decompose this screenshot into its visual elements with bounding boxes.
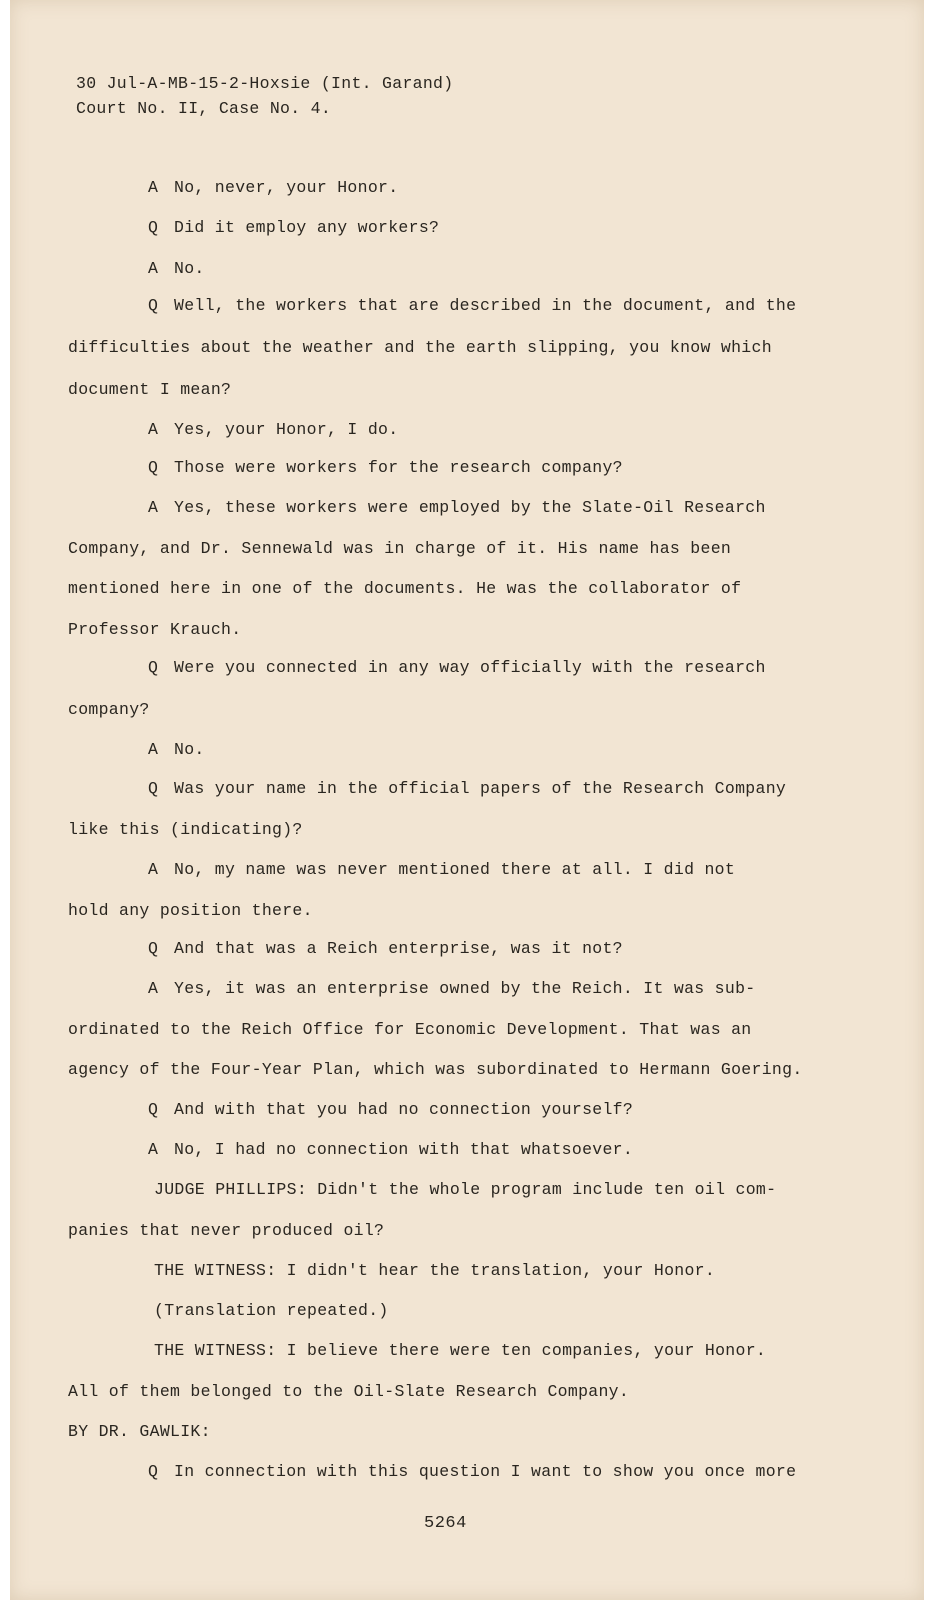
transcript-line: Q Did it employ any workers? [148,218,440,237]
transcript-line: A No. [148,740,205,759]
transcript-line: All of them belonged to the Oil-Slate Research Company. [68,1382,630,1401]
speaker-line: JUDGE PHILLIPS: Didn't the whole program include ten oil com- [154,1180,777,1199]
transcript-line: mentioned here in one of the documents. He was the collaborator of [68,579,742,598]
page-number: 5264 [424,1514,467,1533]
transcript-line: Q Was your name in the official papers of the Research Company [148,779,787,798]
transcript-line: A Yes, these workers were employed by the Slate-Oil Research [148,498,766,517]
transcript-line: company? [68,700,150,719]
transcript-line: A No. [148,259,205,278]
transcript-line: hold any position there. [68,901,313,920]
transcript-line: Q In connection with this question I want to show you once more [148,1462,797,1481]
examiner-heading: BY DR. GAWLIK: [68,1422,211,1441]
transcript-line: Q Well, the workers that are described in the document, and the [148,296,797,315]
transcript-line: A No, my name was never mentioned there at all. I did not [148,860,736,879]
transcript-line: A Yes, your Honor, I do. [148,420,399,439]
transcript-line: Q Those were workers for the research company? [148,458,623,477]
transcript-page [10,0,924,1600]
header-reference: 30 Jul-A-MB-15-2-Hoxsie (Int. Garand) [76,74,454,93]
transcript-line: (Translation repeated.) [154,1301,389,1320]
transcript-line: difficulties about the weather and the earth slipping, you know which [68,338,772,357]
transcript-line: agency of the Four-Year Plan, which was subordinated to Hermann Goering. [68,1060,803,1079]
transcript-line: A Yes, it was an enterprise owned by the Reich. It was sub- [148,979,756,998]
transcript-line: Company, and Dr. Sennewald was in charge of it. His name has been [68,539,732,558]
header-court-case: Court No. II, Case No. 4. [76,99,332,118]
transcript-line: Q And with that you had no connection yourself? [148,1100,634,1119]
transcript-line: A No, I had no connection with that whatsoever. [148,1140,634,1159]
transcript-line: Q And that was a Reich enterprise, was it not? [148,939,623,958]
speaker-line: THE WITNESS: I didn't hear the translation, your Honor. [154,1261,716,1280]
transcript-line: A No, never, your Honor. [148,178,399,197]
transcript-line: ordinated to the Reich Office for Economic Development. That was an [68,1020,752,1039]
speaker-line: THE WITNESS: I believe there were ten companies, your Honor. [154,1341,767,1360]
transcript-line: like this (indicating)? [68,820,303,839]
transcript-line: panies that never produced oil? [68,1221,385,1240]
transcript-line: document I mean? [68,380,232,399]
transcript-line: Q Were you connected in any way officially with the research [148,658,766,677]
transcript-line: Professor Krauch. [68,620,242,639]
